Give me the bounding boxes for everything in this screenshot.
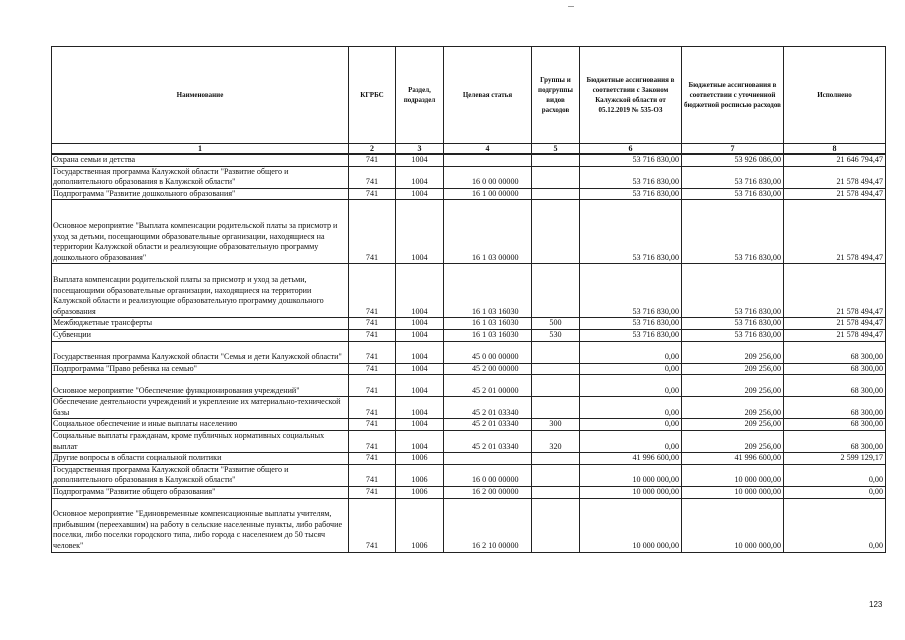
row-law-amount: 53 716 830,00 bbox=[580, 329, 682, 341]
row-kgrbs: 741 bbox=[349, 453, 396, 465]
row-vid bbox=[532, 188, 580, 200]
row-law-amount: 0,00 bbox=[580, 430, 682, 452]
table-row bbox=[52, 341, 886, 363]
row-name: Социальные выплаты гражданам, кроме публичных нормативных социальных выплат bbox=[52, 430, 349, 452]
row-razdel: 1004 bbox=[396, 419, 444, 431]
row-law-amount: 53 716 830,00 bbox=[580, 188, 682, 200]
row-done-amount: 21 578 494,47 bbox=[784, 166, 886, 188]
row-name: Выплата компенсации родительской платы за присмотр и уход за детьми, посещающими образовательные организации, находящиеся на территории Калужской области и реализующие образовательную программу дошкольного образования bbox=[52, 264, 349, 318]
row-name: Межбюджетные трансферты bbox=[52, 318, 349, 330]
row-vid bbox=[532, 453, 580, 465]
row-done-amount: 21 578 494,47 bbox=[784, 188, 886, 200]
row-target-article: 16 1 03 16030 bbox=[444, 264, 532, 318]
row-vid bbox=[532, 375, 580, 397]
row-vid bbox=[532, 498, 580, 552]
header-kgrbs: КГРБС bbox=[349, 47, 396, 144]
row-razdel: 1006 bbox=[396, 464, 444, 486]
table-row bbox=[52, 200, 886, 264]
row-target-article: 16 1 00 00000 bbox=[444, 188, 532, 200]
row-razdel: 1006 bbox=[396, 486, 444, 498]
row-refined-amount: 209 256,00 bbox=[682, 430, 784, 452]
header-name: Наименование bbox=[52, 47, 349, 144]
row-vid bbox=[532, 264, 580, 318]
row-refined-amount: 53 716 830,00 bbox=[682, 166, 784, 188]
row-razdel: 1004 bbox=[396, 318, 444, 330]
row-target-article: 45 0 00 00000 bbox=[444, 341, 532, 363]
row-razdel: 1004 bbox=[396, 264, 444, 318]
row-target-article: 16 1 03 16030 bbox=[444, 329, 532, 341]
row-done-amount: 0,00 bbox=[784, 464, 886, 486]
row-name: Охрана семьи и детства bbox=[52, 154, 349, 166]
row-law-amount: 0,00 bbox=[580, 375, 682, 397]
row-razdel: 1004 bbox=[396, 188, 444, 200]
row-target-article: 16 0 00 00000 bbox=[444, 166, 532, 188]
row-kgrbs: 741 bbox=[349, 397, 396, 419]
col-number: 6 bbox=[580, 144, 682, 155]
row-law-amount: 0,00 bbox=[580, 397, 682, 419]
header-law: Бюджетные ассигнования в соответствии с Законом Калужской области от 05.12.2019 № 535-ОЗ bbox=[580, 47, 682, 144]
row-vid: 530 bbox=[532, 329, 580, 341]
row-name: Государственная программа Калужской области "Развитие общего и дополнительного образования в Калужской области" bbox=[52, 166, 349, 188]
row-name: Основное мероприятие "Выплата компенсации родительской платы за присмотр и уход за детьми, посещающими образовательные организации, находящиеся на территории Калужской области и реализующие образовательную программу дошкольного образования" bbox=[52, 200, 349, 264]
row-refined-amount: 53 716 830,00 bbox=[682, 200, 784, 264]
row-name: Государственная программа Калужской области "Семья и дети Калужской области" bbox=[52, 341, 349, 363]
row-kgrbs: 741 bbox=[349, 188, 396, 200]
row-kgrbs: 741 bbox=[349, 341, 396, 363]
table-row bbox=[52, 166, 886, 188]
row-law-amount: 10 000 000,00 bbox=[580, 464, 682, 486]
row-done-amount: 21 578 494,47 bbox=[784, 318, 886, 330]
header-refined: Бюджетные ассигнования в соответствии с уточненной бюджетной росписью расходов bbox=[682, 47, 784, 144]
row-refined-amount: 53 926 086,00 bbox=[682, 154, 784, 166]
column-number-row bbox=[52, 144, 886, 155]
table-row bbox=[52, 154, 886, 166]
row-kgrbs: 741 bbox=[349, 200, 396, 264]
header-done: Исполнено bbox=[784, 47, 886, 144]
row-name: Подпрограмма "Развитие дошкольного образования" bbox=[52, 188, 349, 200]
table-body bbox=[52, 154, 886, 552]
budget-table-sheet bbox=[51, 46, 885, 553]
table-row bbox=[52, 375, 886, 397]
table-row bbox=[52, 498, 886, 552]
header-razdel: Раздел, подраздел bbox=[396, 47, 444, 144]
col-number: 3 bbox=[396, 144, 444, 155]
table-row bbox=[52, 188, 886, 200]
row-refined-amount: 10 000 000,00 bbox=[682, 464, 784, 486]
row-refined-amount: 53 716 830,00 bbox=[682, 329, 784, 341]
col-number: 1 bbox=[52, 144, 349, 155]
row-refined-amount: 209 256,00 bbox=[682, 419, 784, 431]
row-vid: 300 bbox=[532, 419, 580, 431]
row-law-amount: 0,00 bbox=[580, 341, 682, 363]
row-law-amount: 53 716 830,00 bbox=[580, 166, 682, 188]
col-number: 4 bbox=[444, 144, 532, 155]
row-refined-amount: 209 256,00 bbox=[682, 375, 784, 397]
row-name: Субвенции bbox=[52, 329, 349, 341]
row-done-amount: 68 300,00 bbox=[784, 419, 886, 431]
row-kgrbs: 741 bbox=[349, 329, 396, 341]
row-kgrbs: 741 bbox=[349, 154, 396, 166]
row-law-amount: 10 000 000,00 bbox=[580, 498, 682, 552]
row-done-amount: 68 300,00 bbox=[784, 375, 886, 397]
row-refined-amount: 209 256,00 bbox=[682, 341, 784, 363]
row-kgrbs: 741 bbox=[349, 363, 396, 375]
row-kgrbs: 741 bbox=[349, 430, 396, 452]
row-target-article: 45 2 01 03340 bbox=[444, 419, 532, 431]
header-vid: Группы и подгруппы видов расходов bbox=[532, 47, 580, 144]
row-done-amount: 2 599 129,17 bbox=[784, 453, 886, 465]
row-vid bbox=[532, 154, 580, 166]
row-kgrbs: 741 bbox=[349, 318, 396, 330]
row-refined-amount: 209 256,00 bbox=[682, 397, 784, 419]
row-razdel: 1004 bbox=[396, 166, 444, 188]
table-row bbox=[52, 318, 886, 330]
row-done-amount: 21 578 494,47 bbox=[784, 264, 886, 318]
row-vid bbox=[532, 200, 580, 264]
row-refined-amount: 53 716 830,00 bbox=[682, 318, 784, 330]
row-vid bbox=[532, 397, 580, 419]
row-target-article: 45 2 01 03340 bbox=[444, 397, 532, 419]
row-kgrbs: 741 bbox=[349, 464, 396, 486]
table-row bbox=[52, 430, 886, 452]
row-refined-amount: 53 716 830,00 bbox=[682, 188, 784, 200]
row-law-amount: 0,00 bbox=[580, 419, 682, 431]
row-refined-amount: 10 000 000,00 bbox=[682, 498, 784, 552]
row-target-article: 16 2 00 00000 bbox=[444, 486, 532, 498]
row-kgrbs: 741 bbox=[349, 498, 396, 552]
row-done-amount: 68 300,00 bbox=[784, 397, 886, 419]
table-row bbox=[52, 453, 886, 465]
row-law-amount: 0,00 bbox=[580, 363, 682, 375]
row-razdel: 1004 bbox=[396, 154, 444, 166]
row-done-amount: 68 300,00 bbox=[784, 363, 886, 375]
row-vid bbox=[532, 363, 580, 375]
row-refined-amount: 10 000 000,00 bbox=[682, 486, 784, 498]
row-razdel: 1004 bbox=[396, 430, 444, 452]
row-vid bbox=[532, 486, 580, 498]
row-kgrbs: 741 bbox=[349, 486, 396, 498]
row-law-amount: 41 996 600,00 bbox=[580, 453, 682, 465]
header-row bbox=[52, 47, 886, 144]
table-row bbox=[52, 464, 886, 486]
row-razdel: 1006 bbox=[396, 498, 444, 552]
row-target-article: 16 2 10 00000 bbox=[444, 498, 532, 552]
row-vid bbox=[532, 166, 580, 188]
row-razdel: 1004 bbox=[396, 397, 444, 419]
table-row bbox=[52, 419, 886, 431]
row-target-article: 45 2 01 00000 bbox=[444, 375, 532, 397]
row-razdel: 1004 bbox=[396, 329, 444, 341]
row-kgrbs: 741 bbox=[349, 264, 396, 318]
row-razdel: 1004 bbox=[396, 341, 444, 363]
row-target-article bbox=[444, 154, 532, 166]
row-kgrbs: 741 bbox=[349, 375, 396, 397]
col-number: 2 bbox=[349, 144, 396, 155]
row-name: Социальное обеспечение и иные выплаты населению bbox=[52, 419, 349, 431]
row-target-article bbox=[444, 453, 532, 465]
table-row bbox=[52, 329, 886, 341]
row-done-amount: 21 578 494,47 bbox=[784, 329, 886, 341]
row-vid: 500 bbox=[532, 318, 580, 330]
row-kgrbs: 741 bbox=[349, 166, 396, 188]
row-done-amount: 0,00 bbox=[784, 498, 886, 552]
row-razdel: 1004 bbox=[396, 200, 444, 264]
row-law-amount: 53 716 830,00 bbox=[580, 264, 682, 318]
table-row bbox=[52, 264, 886, 318]
row-name: Подпрограмма "Развитие общего образования" bbox=[52, 486, 349, 498]
col-number: 7 bbox=[682, 144, 784, 155]
col-number: 5 bbox=[532, 144, 580, 155]
row-target-article: 45 2 00 00000 bbox=[444, 363, 532, 375]
row-done-amount: 68 300,00 bbox=[784, 341, 886, 363]
row-vid: 320 bbox=[532, 430, 580, 452]
scan-mark bbox=[568, 6, 574, 7]
row-done-amount: 0,00 bbox=[784, 486, 886, 498]
row-name: Другие вопросы в области социальной политики bbox=[52, 453, 349, 465]
row-name: Основное мероприятие "Единовременные компенсационные выплаты учителям, прибывшим (переехавшим) на работу в сельские населенные пункты, либо рабочие поселки, либо поселки городского типа, либо города с населением до 50 тысяч человек" bbox=[52, 498, 349, 552]
row-refined-amount: 53 716 830,00 bbox=[682, 264, 784, 318]
row-refined-amount: 41 996 600,00 bbox=[682, 453, 784, 465]
row-refined-amount: 209 256,00 bbox=[682, 363, 784, 375]
row-law-amount: 53 716 830,00 bbox=[580, 318, 682, 330]
row-done-amount: 21 578 494,47 bbox=[784, 200, 886, 264]
row-razdel: 1004 bbox=[396, 363, 444, 375]
row-razdel: 1004 bbox=[396, 375, 444, 397]
row-razdel: 1006 bbox=[396, 453, 444, 465]
table-row bbox=[52, 397, 886, 419]
header-target: Целевая статья bbox=[444, 47, 532, 144]
table-row bbox=[52, 486, 886, 498]
page-number: 123 bbox=[869, 600, 883, 609]
row-vid bbox=[532, 341, 580, 363]
budget-table bbox=[51, 46, 886, 553]
col-number: 8 bbox=[784, 144, 886, 155]
row-target-article: 45 2 01 03340 bbox=[444, 430, 532, 452]
row-target-article: 16 1 03 00000 bbox=[444, 200, 532, 264]
row-law-amount: 10 000 000,00 bbox=[580, 486, 682, 498]
row-name: Обеспечение деятельности учреждений и укрепление их материально-технической базы bbox=[52, 397, 349, 419]
row-name: Государственная программа Калужской области "Развитие общего и дополнительного образования в Калужской области" bbox=[52, 464, 349, 486]
row-target-article: 16 0 00 00000 bbox=[444, 464, 532, 486]
row-law-amount: 53 716 830,00 bbox=[580, 154, 682, 166]
row-done-amount: 21 646 794,47 bbox=[784, 154, 886, 166]
row-kgrbs: 741 bbox=[349, 419, 396, 431]
table-row bbox=[52, 363, 886, 375]
row-law-amount: 53 716 830,00 bbox=[580, 200, 682, 264]
row-vid bbox=[532, 464, 580, 486]
row-target-article: 16 1 03 16030 bbox=[444, 318, 532, 330]
row-name: Подпрограмма "Право ребенка на семью" bbox=[52, 363, 349, 375]
row-name: Основное мероприятие "Обеспечение функционирования учреждений" bbox=[52, 375, 349, 397]
row-done-amount: 68 300,00 bbox=[784, 430, 886, 452]
